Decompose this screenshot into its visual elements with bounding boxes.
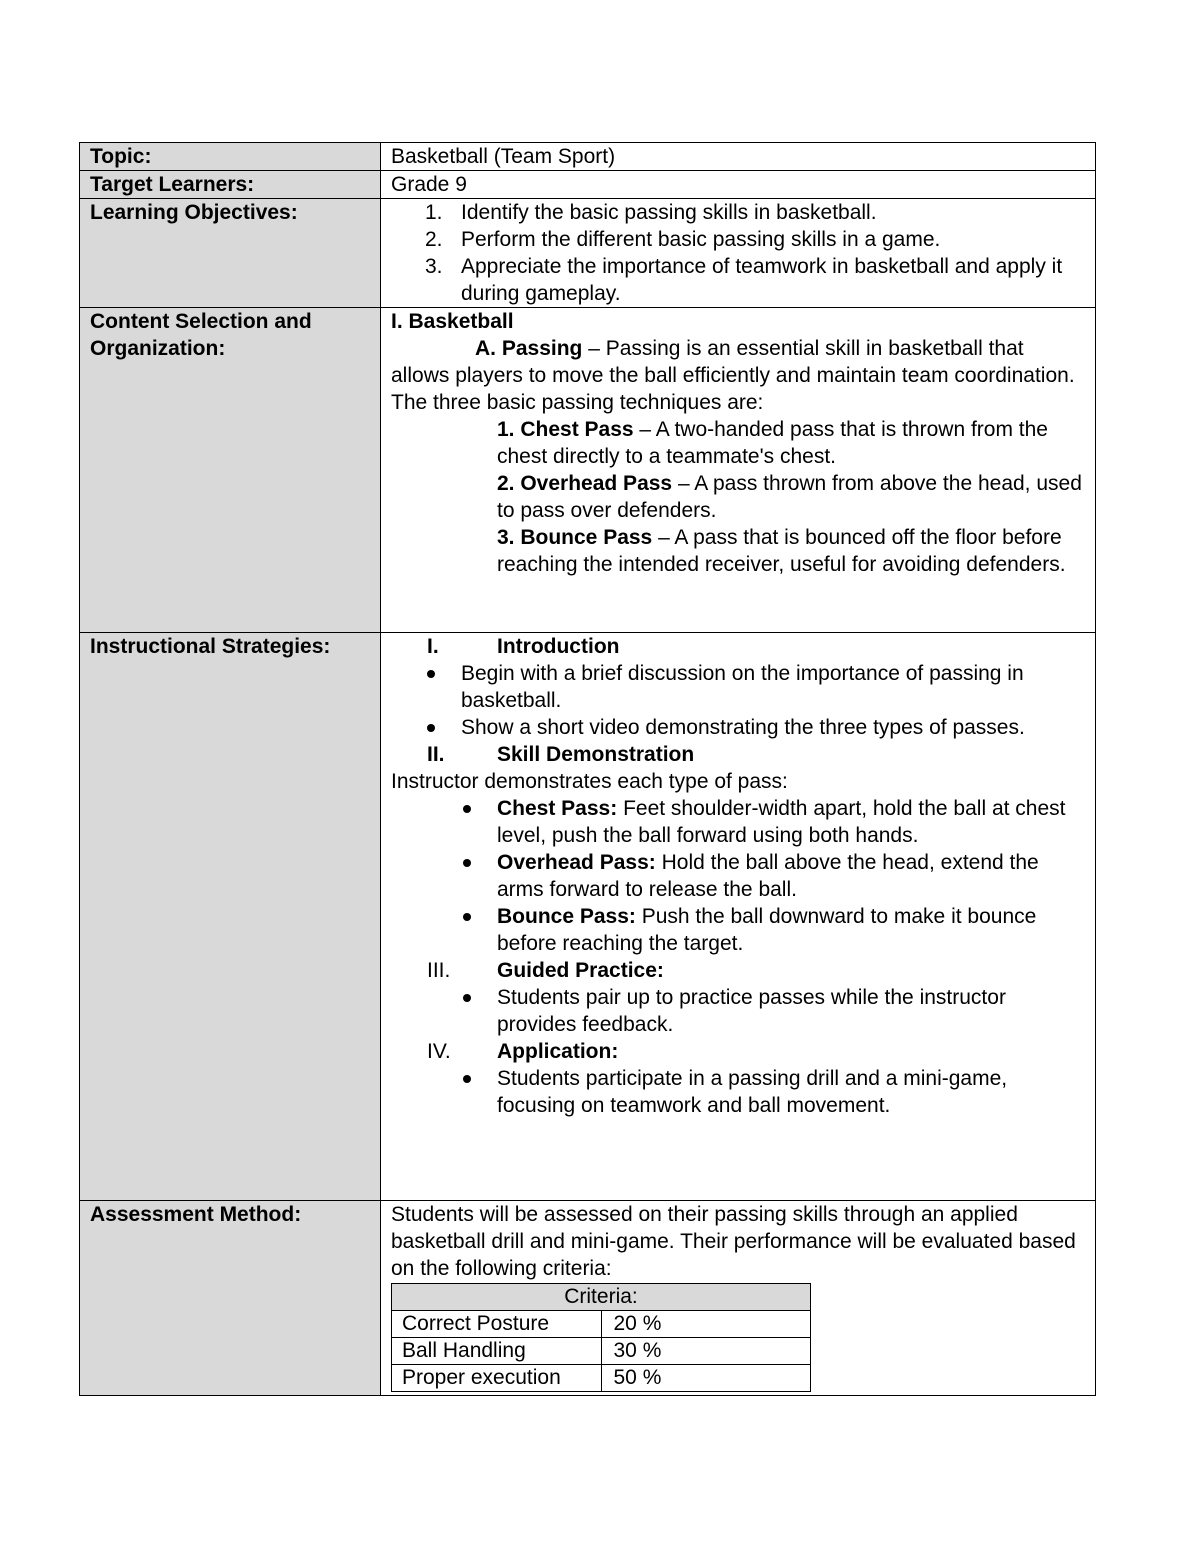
- bullet-icon: [463, 913, 471, 921]
- strategies-label: Instructional Strategies:: [80, 633, 381, 1201]
- row-instructional-strategies: [80, 633, 1096, 1201]
- target-value: Grade 9: [381, 171, 1096, 199]
- objectives-list: [391, 199, 1087, 307]
- content-cell: [381, 308, 1096, 633]
- topic-label: Topic:: [80, 143, 381, 171]
- row-target-learners: [80, 171, 1096, 199]
- section-heading: III. Guided Practice:: [427, 959, 664, 982]
- list-item: 1. Identify the basic passing skills in basketball.: [425, 201, 877, 224]
- table-row: Ball Handling 30 %: [392, 1338, 811, 1365]
- table-row: Proper execution 50 %: [392, 1365, 811, 1392]
- content-heading: I. Basketball: [391, 310, 514, 333]
- list-item: Bounce Pass: Push the ball downward to make it bounce before reaching the target.: [391, 903, 1087, 957]
- list-item: 3. Appreciate the importance of teamwork in basketball and apply it during gameplay.: [425, 255, 1063, 305]
- bullet-icon: [463, 994, 471, 1002]
- pass-item: 2. Overhead Pass – A pass thrown from above the head, used to pass over defenders.: [497, 472, 1082, 522]
- bullet-icon: [427, 724, 435, 732]
- table-row: Correct Posture 20 %: [392, 1311, 811, 1338]
- target-label: Target Learners:: [80, 171, 381, 199]
- section-heading: I. Introduction: [427, 635, 620, 658]
- section-lead: Instructor demonstrates each type of pass:: [391, 770, 788, 793]
- lesson-plan-table: [79, 142, 1096, 1396]
- content-intro: A. Passing – Passing is an essential skill in basketball that allows players to move the ball efficiently and maintain team coordination. The three basic passing techniques are:: [391, 337, 1075, 414]
- bullet-icon: [463, 1075, 471, 1083]
- strategies-cell: [381, 633, 1096, 1201]
- bullet-icon: [463, 859, 471, 867]
- objectives-label: Learning Objectives:: [80, 199, 381, 308]
- list-item: Students pair up to practice passes while the instructor provides feedback.: [391, 984, 1087, 1038]
- list-item: 2. Perform the different basic passing skills in a game.: [425, 228, 941, 251]
- list-item: Overhead Pass: Hold the ball above the head, extend the arms forward to release the ball.: [391, 849, 1087, 903]
- bullet-icon: [463, 805, 471, 813]
- row-topic: [80, 143, 1096, 171]
- row-learning-objectives: [80, 199, 1096, 308]
- assessment-text: Students will be assessed on their passing skills through an applied basketball drill and mini-game. Their performance will be evaluated based on the following criteria:: [391, 1203, 1076, 1280]
- list-item: Begin with a brief discussion on the importance of passing in basketball.: [391, 660, 1087, 714]
- criteria-header: Criteria:: [392, 1284, 811, 1311]
- row-content-selection: [80, 308, 1096, 633]
- content-sub-heading: A. Passing: [475, 337, 583, 360]
- list-item: Show a short video demonstrating the three types of passes.: [391, 714, 1087, 741]
- row-assessment-method: [80, 1201, 1096, 1396]
- assessment-cell: [381, 1201, 1096, 1396]
- section-heading: IV. Application:: [427, 1040, 619, 1063]
- assessment-label: Assessment Method:: [80, 1201, 381, 1396]
- pass-item: 1. Chest Pass – A two-handed pass that is thrown from the chest directly to a teammate's chest.: [497, 418, 1048, 468]
- list-item: Chest Pass: Feet shoulder-width apart, hold the ball at chest level, push the ball forward using both hands.: [391, 795, 1087, 849]
- content-label: Content Selection and Organization:: [80, 308, 381, 633]
- bullet-icon: [427, 670, 435, 678]
- objectives-cell: [381, 199, 1096, 308]
- criteria-table: [391, 1283, 811, 1392]
- topic-value: Basketball (Team Sport): [381, 143, 1096, 171]
- section-heading: II. Skill Demonstration: [427, 743, 695, 766]
- pass-item: 3. Bounce Pass – A pass that is bounced off the floor before reaching the intended receiver, useful for avoiding defenders.: [497, 526, 1066, 576]
- list-item: Students participate in a passing drill and a mini-game, focusing on teamwork and ball movement.: [391, 1065, 1087, 1119]
